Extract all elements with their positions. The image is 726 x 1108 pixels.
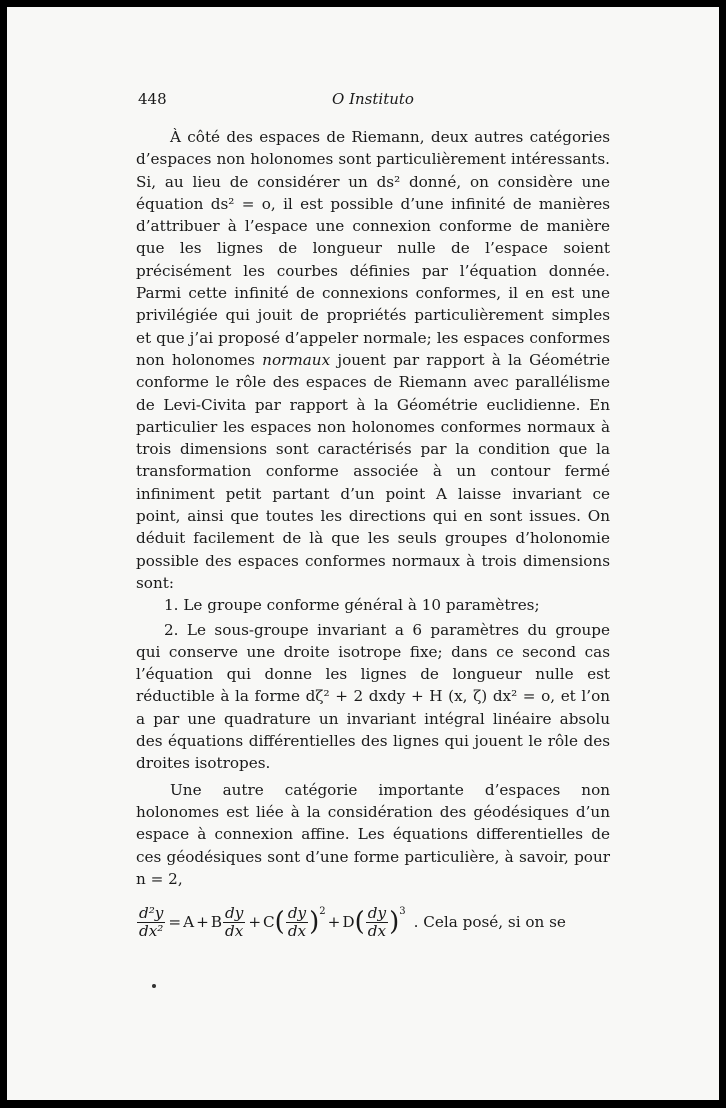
numerator-dy-3: dy <box>367 903 387 922</box>
plus-3: + <box>327 912 341 931</box>
exponent-3: 3 <box>399 905 406 917</box>
page-header <box>138 90 608 114</box>
dy-dx-fraction-2 <box>286 905 308 940</box>
list-item-1: 1. Le groupe conforme général à 10 paramètres; <box>164 596 540 615</box>
plus-1: + <box>196 912 209 931</box>
page-number: 448 <box>138 90 167 108</box>
close-paren-2: ) <box>389 907 400 938</box>
dy-dx-fraction-1 <box>223 905 245 940</box>
lhs-denominator: dx² <box>139 921 164 940</box>
equals-sign: = <box>168 912 182 931</box>
body-text <box>136 126 610 952</box>
italic-normaux: normaux <box>262 350 331 369</box>
denominator-dx-2: dx <box>287 921 307 940</box>
coef-c: C <box>263 912 275 931</box>
coef-d: D <box>342 912 355 931</box>
denominator-dx-3: dx <box>367 921 387 940</box>
paragraph-1 <box>136 126 610 594</box>
paragraph-1-text: À côté des espaces de Riemann, deux autres catégories d’espaces non holonomes sont particulièrement intéressants. Si, au lieu de considérer un ds² donné, on considère une équation ds² = o, il est possible d’une infinité de manières d’attribuer à l’espace une connexion conforme de manière que les lignes de longueur nulle de l’espace soient précisément les courbes définies par l’équation donnée. Parmi cette infinité de connexions conformes, il en est une privilégiée qui jouit de propriétés particulièrement simples et que j’ai proposé d’appeler normale; les espaces conformes non holonomes <box>136 128 610 369</box>
ink-speck <box>152 984 156 988</box>
numerator-dy-2: dy <box>287 903 307 922</box>
equation-tail-text: . Cela posé, si on se <box>413 912 566 931</box>
open-paren-1: ( <box>274 907 285 938</box>
coef-b: B <box>210 912 222 931</box>
geodesic-equation <box>136 892 610 952</box>
list-item-2: 2. Le sous-groupe invariant a 6 paramètres du groupe qui conserve une droite isotrope fixe; dans ce second cas l’équation qui donne les lignes de longueur nulle est réductible à la forme dζ² + 2 dxdy + H (x, ζ) dx² = o, et l’on a par une quadrature un invariant intégral linéaire absolu des équations différentielles des lignes qui jouent le rôle des droites isotropes. <box>136 620 610 773</box>
dy-dx-fraction-3 <box>366 905 388 940</box>
open-paren-2: ( <box>354 907 365 938</box>
exponent-2: 2 <box>319 905 326 917</box>
lhs-fraction <box>137 905 165 940</box>
paragraph-2: Une autre catégorie importante d’espaces non holonomes est liée à la considération des géodésiques d’un espace à connexion affine. Les équations differentielles de ces géodésiques sont d’une forme particulière, à savoir, pour n = 2, <box>136 780 610 888</box>
lhs-numerator: d²y <box>139 903 164 922</box>
running-title: O Instituto <box>332 90 414 108</box>
coef-a: A <box>183 912 195 931</box>
close-paren-1: ) <box>309 907 320 938</box>
plus-2: + <box>248 912 262 931</box>
denominator-dx-1: dx <box>225 921 244 940</box>
numerator-dy-1: dy <box>225 903 244 922</box>
paragraph-1-rest: jouent par rapport à la Géométrie conforme le rôle des espaces de Riemann avec parallélisme de Levi-Civita par rapport à la Géométrie euclidienne. En particulier les espaces non holonomes conformes normaux à trois dimensions sont caractérisés par la condition que la transformation conforme associée à un contour fermé infiniment petit partant d’un point A laisse invariant ce point, ainsi que toutes les directions qui en sont issues. On déduit facilement de là que les seuls groupes d’holonomie possible des espaces conformes normaux à trois dimensions sont: <box>136 350 611 592</box>
